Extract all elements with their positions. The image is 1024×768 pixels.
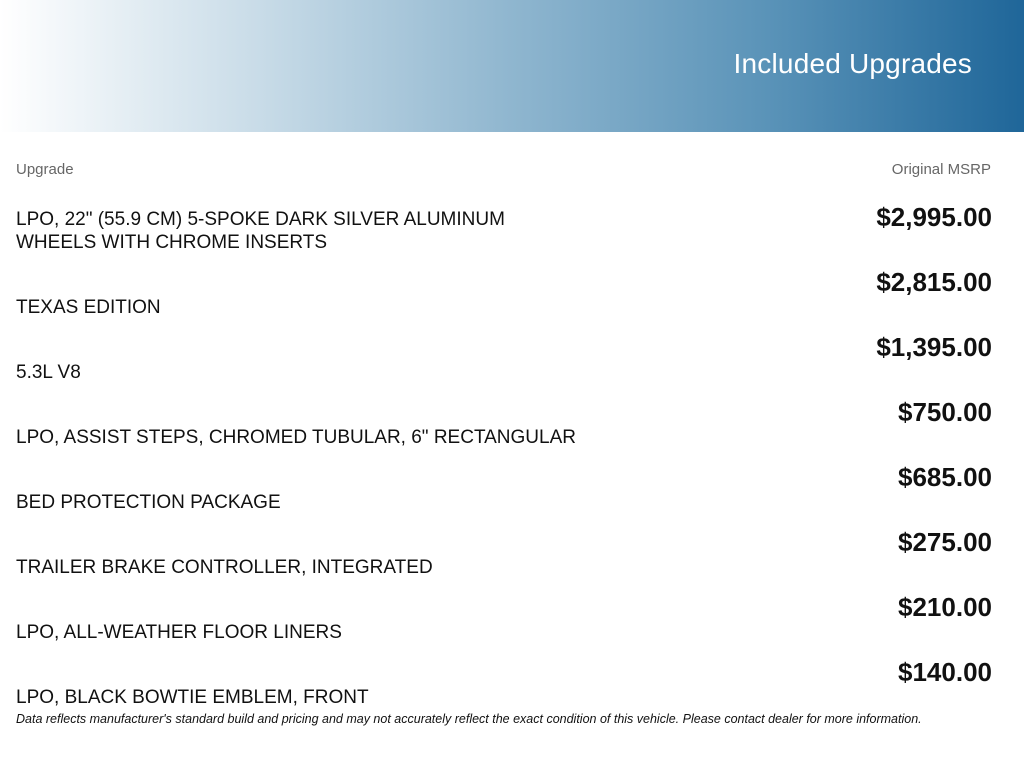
page-title: Included Upgrades <box>733 48 972 79</box>
list-item <box>0 590 1024 655</box>
list-item <box>0 265 1024 330</box>
list-item <box>0 200 1024 265</box>
upgrade-name: TEXAS EDITION <box>16 297 161 318</box>
disclaimer-footnote: Data reflects manufacturer's standard build and pricing and may not accurately reflect the exact condition of this vehicle. Please contact dealer for more information. <box>16 712 922 726</box>
upgrade-price: $750.00 <box>898 397 992 427</box>
list-item <box>0 395 1024 460</box>
list-item <box>0 460 1024 525</box>
column-header-upgrade: Upgrade <box>16 161 74 178</box>
upgrade-price: $1,395.00 <box>876 332 992 362</box>
upgrade-name: LPO, ASSIST STEPS, CHROMED TUBULAR, 6" RECTANGULAR <box>16 427 576 448</box>
upgrade-price: $685.00 <box>898 462 992 492</box>
upgrade-name: TRAILER BRAKE CONTROLLER, INTEGRATED <box>16 557 433 578</box>
list-item <box>0 655 1024 720</box>
upgrade-price: $210.00 <box>898 592 992 622</box>
upgrade-name: LPO, 22" (55.9 CM) 5-SPOKE DARK SILVER ALUMINUM WHEELS WITH CHROME INSERTS <box>16 209 505 253</box>
list-item <box>0 525 1024 590</box>
upgrade-name: LPO, ALL-WEATHER FLOOR LINERS <box>16 622 342 643</box>
upgrades-list <box>0 200 1024 720</box>
column-header-msrp: Original MSRP <box>891 161 991 178</box>
upgrade-price: $2,995.00 <box>876 202 992 232</box>
upgrade-name: LPO, BLACK BOWTIE EMBLEM, FRONT <box>16 687 369 708</box>
upgrade-price: $275.00 <box>898 527 992 557</box>
upgrade-name: BED PROTECTION PACKAGE <box>16 492 281 513</box>
upgrade-price: $140.00 <box>898 657 992 687</box>
upgrade-name: 5.3L V8 <box>16 362 81 383</box>
header-banner <box>0 0 1024 132</box>
upgrade-price: $2,815.00 <box>876 267 992 297</box>
list-item <box>0 330 1024 395</box>
